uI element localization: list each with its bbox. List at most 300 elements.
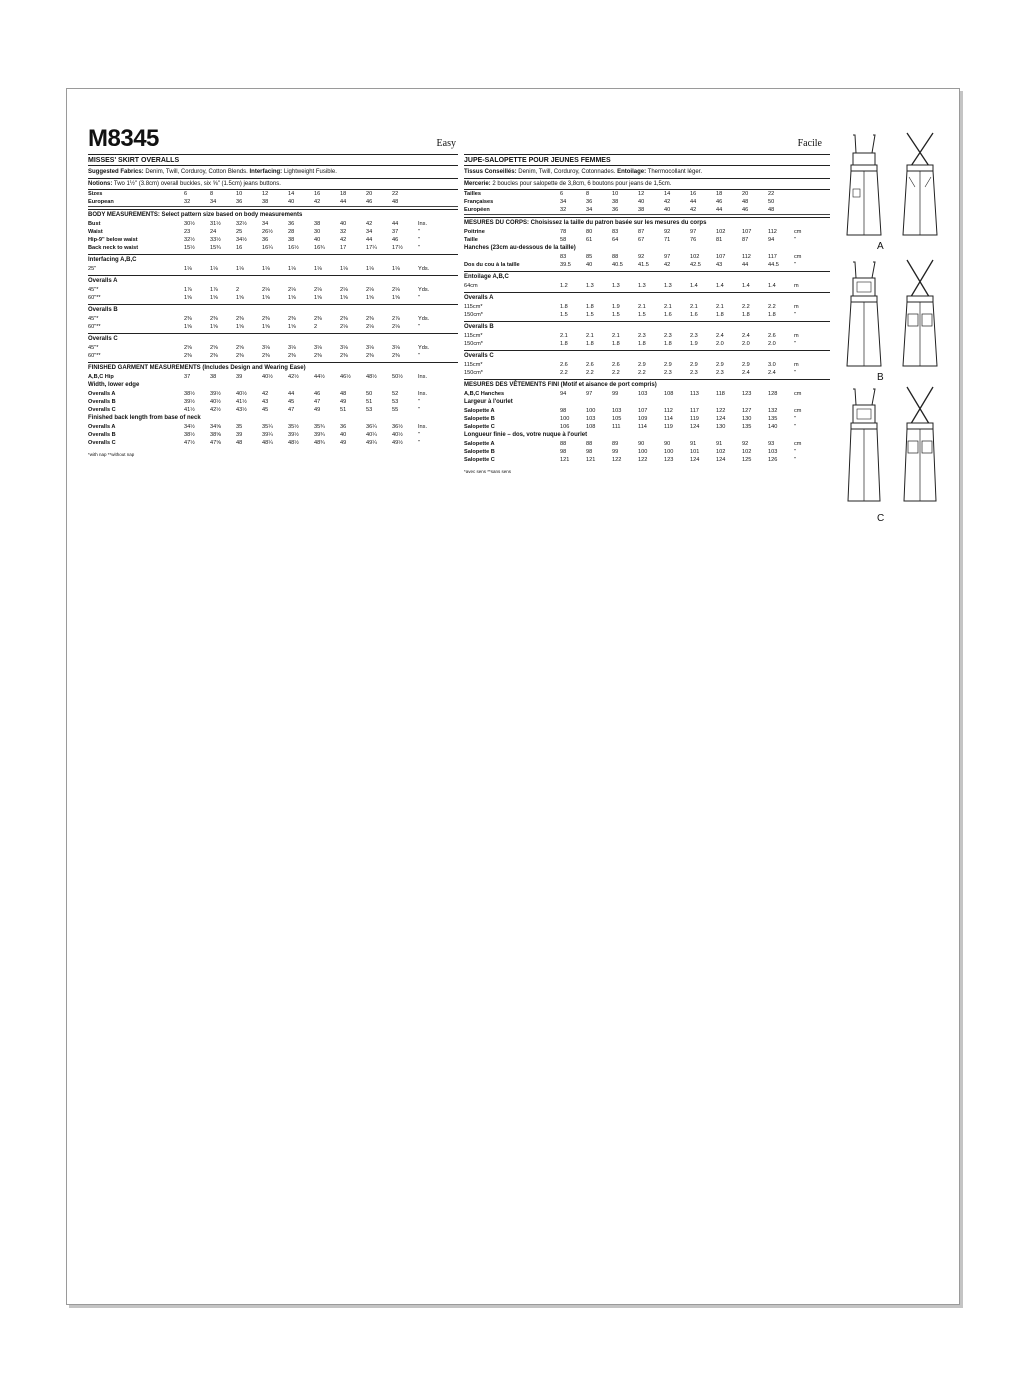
table-cell: 2.3 xyxy=(690,370,698,376)
unit-label: m xyxy=(794,362,799,368)
table-cell: 107 xyxy=(638,408,648,414)
table-cell: 97 xyxy=(664,254,671,260)
table-cell: 1⅛ xyxy=(366,266,374,272)
table-cell: 88 xyxy=(586,441,593,447)
footnote: *with nap **without nap xyxy=(88,452,135,457)
view-c-back-illustration xyxy=(895,385,945,505)
table-cell: 40 xyxy=(638,199,645,205)
table-cell: 36 xyxy=(586,199,593,205)
fabrics-label: Tissus Conseillés: xyxy=(464,169,517,175)
garment-title: JUPE-SALOPETTE POUR JEUNES FEMMES xyxy=(464,154,830,166)
table-row xyxy=(88,286,458,294)
view-a-front-illustration xyxy=(839,129,889,239)
table-cell: 1.3 xyxy=(664,283,672,289)
table-row xyxy=(88,398,458,406)
table-cell: 39¼ xyxy=(262,432,273,438)
table-cell: 38 xyxy=(288,237,295,243)
table-cell: 16½ xyxy=(288,245,299,251)
table-cell: 23 xyxy=(184,229,191,235)
finished-measurements xyxy=(88,362,458,447)
table-cell: 1⅛ xyxy=(236,266,244,272)
view-a xyxy=(833,129,957,260)
size-cell: 38 xyxy=(262,199,269,205)
table-cell: 8 xyxy=(586,191,590,197)
table-cell: 42 xyxy=(664,262,671,268)
view-b xyxy=(833,260,957,391)
table-row xyxy=(88,323,458,331)
table-cell: 2⅜ xyxy=(262,316,270,322)
table-cell: 32 xyxy=(340,229,347,235)
table-cell: 1.8 xyxy=(664,341,672,347)
row-label: Salopette A xyxy=(464,441,495,447)
unit-label: cm xyxy=(794,229,802,235)
fabrics-text: Denim, Twill, Corduroy, Cotton Blends. xyxy=(143,169,250,175)
table-cell: 44.5 xyxy=(768,262,779,268)
size-cell: 6 xyxy=(184,191,188,197)
table-cell: 2⅞ xyxy=(392,316,400,322)
table-cell: 2⅜ xyxy=(236,316,244,322)
unit-label: " xyxy=(794,457,796,463)
table-cell: 42 xyxy=(340,237,347,243)
table-cell: 1⅛ xyxy=(262,266,270,272)
table-cell: 35½ xyxy=(288,424,299,430)
table-cell: 122 xyxy=(612,457,622,463)
table-cell: 102 xyxy=(690,254,700,260)
table-row xyxy=(464,311,830,319)
table-cell: 37 xyxy=(392,229,399,235)
unit-label: " xyxy=(418,237,420,243)
table-cell: 49½ xyxy=(392,440,403,446)
table-cell: 25 xyxy=(236,229,243,235)
table-cell: 42.5 xyxy=(690,262,701,268)
table-cell: 40 xyxy=(340,432,347,438)
table-cell: 1⅝ xyxy=(236,295,244,301)
table-cell: 41.5 xyxy=(638,262,649,268)
unit-label: Yds. xyxy=(418,266,430,272)
table-row xyxy=(464,369,830,377)
row-label: A,B,C Hip xyxy=(88,374,114,380)
width-table xyxy=(88,390,458,414)
table-cell: 48½ xyxy=(366,374,377,380)
size-cell: 20 xyxy=(366,191,373,197)
table-cell: 1⅝ xyxy=(184,295,192,301)
table-cell: 2.3 xyxy=(690,333,698,339)
table-cell: 1⅝ xyxy=(392,295,400,301)
table-row xyxy=(88,294,458,302)
pattern-number: M8345 xyxy=(88,125,159,152)
table-cell: 3⅛ xyxy=(288,345,296,351)
table-cell: 2.6 xyxy=(768,333,776,339)
unit-label: " xyxy=(794,449,796,455)
table-cell: 100 xyxy=(664,449,674,455)
row-label: Tailles xyxy=(464,191,481,197)
table-cell: 43½ xyxy=(236,407,247,413)
unit-label: Ins. xyxy=(418,374,428,380)
table-cell: 1.4 xyxy=(716,283,724,289)
table-cell: 38 xyxy=(314,221,321,227)
table-cell: 114 xyxy=(664,416,673,422)
row-label: 45"* xyxy=(88,345,99,351)
table-cell: 46 xyxy=(716,199,723,205)
fabrics-text: Denim, Twill, Corduroy, Cotonnades. xyxy=(516,169,618,175)
table-cell: 1⅛ xyxy=(288,266,296,272)
yardage-section xyxy=(464,350,830,377)
table-cell: 48¼ xyxy=(262,440,273,446)
table-cell: 40½ xyxy=(262,374,273,380)
table-cell: 39¾ xyxy=(314,432,325,438)
table-cell: 2.4 xyxy=(742,333,750,339)
table-cell: 94 xyxy=(560,391,567,397)
table-cell: 2⅛ xyxy=(392,324,400,330)
table-cell: 2⅛ xyxy=(314,287,322,293)
table-cell: 58 xyxy=(560,237,567,243)
table-cell: 1.8 xyxy=(612,341,620,347)
table-cell: 44 xyxy=(716,207,723,213)
table-cell: 2⅝ xyxy=(184,345,192,351)
table-cell: 93 xyxy=(768,441,775,447)
table-cell: 1⅛ xyxy=(314,266,322,272)
sizes-table xyxy=(464,190,830,215)
row-label: Salopette C xyxy=(464,457,495,463)
table-cell: 71 xyxy=(664,237,671,243)
notions-label: Notions: xyxy=(88,181,113,187)
table-cell: 2⅜ xyxy=(236,353,244,359)
pattern-envelope-back xyxy=(66,88,960,1305)
table-cell: 1.6 xyxy=(690,312,698,318)
unit-label: " xyxy=(418,399,420,405)
yardage-tables xyxy=(464,271,830,377)
row-label: Overalls B xyxy=(88,399,116,405)
row-label: Salopette A xyxy=(464,408,495,414)
table-cell: 1⅞ xyxy=(184,287,192,293)
table-cell: 113 xyxy=(690,391,699,397)
table-cell: 38½ xyxy=(184,391,195,397)
table-cell: 103 xyxy=(638,391,648,397)
body-measurements-table xyxy=(88,220,458,252)
yardage-section xyxy=(88,333,458,360)
table-cell: 42½ xyxy=(288,374,299,380)
table-cell: 2⅜ xyxy=(314,353,322,359)
table-cell: 108 xyxy=(664,391,674,397)
table-row xyxy=(464,236,830,244)
french-header xyxy=(464,123,830,153)
table-cell: 121 xyxy=(560,457,570,463)
unit-label: cm xyxy=(794,441,802,447)
table-cell: 2.4 xyxy=(742,370,750,376)
yardage-heading: Overalls A xyxy=(464,295,494,301)
table-cell: 107 xyxy=(716,254,726,260)
view-b-back-illustration xyxy=(895,258,945,368)
table-row xyxy=(464,340,830,348)
table-cell: 1.8 xyxy=(768,312,776,318)
table-cell: 2.6 xyxy=(560,362,568,368)
row-label xyxy=(464,253,560,261)
table-cell: 87 xyxy=(742,237,749,243)
unit-label: " xyxy=(794,370,796,376)
table-cell: 102 xyxy=(716,449,726,455)
table-cell: 61 xyxy=(586,237,593,243)
table-cell: 44 xyxy=(690,199,697,205)
table-cell: 112 xyxy=(664,408,673,414)
table-cell: 83 xyxy=(560,254,567,260)
size-cell: 8 xyxy=(210,191,214,197)
table-cell: 55 xyxy=(392,407,399,413)
table-cell: 34 xyxy=(366,229,373,235)
row-label: Overalls C xyxy=(88,440,116,446)
table-row xyxy=(464,423,830,431)
table-cell: 41½ xyxy=(184,407,195,413)
yardage-heading: Overalls B xyxy=(88,307,118,313)
table-cell: 2.3 xyxy=(638,333,646,339)
table-cell: 42 xyxy=(366,221,373,227)
european-label: European xyxy=(88,199,114,205)
row-label: 60"** xyxy=(88,353,101,359)
table-cell: 52 xyxy=(392,391,399,397)
fabrics-label: Suggested Fabrics: xyxy=(88,169,144,175)
table-cell: 2⅜ xyxy=(210,316,218,322)
table-cell: 17¼ xyxy=(366,245,377,251)
view-illustrations xyxy=(833,129,957,522)
table-cell: 89 xyxy=(612,441,619,447)
size-cell: 12 xyxy=(262,191,269,197)
subsection-heading: Width, lower edge xyxy=(88,382,140,388)
section-heading: MESURES DES VÊTEMENTS FINI (Motif et aisance de port compris) xyxy=(464,382,657,388)
table-row xyxy=(88,265,458,273)
table-cell: 16 xyxy=(690,191,697,197)
table-cell: 124 xyxy=(716,457,726,463)
table-row xyxy=(88,228,458,236)
table-cell: 45 xyxy=(262,407,269,413)
table-cell: 49 xyxy=(340,440,347,446)
unit-label: " xyxy=(794,237,796,243)
fabric-line xyxy=(464,166,830,179)
table-cell: 1.8 xyxy=(560,304,568,310)
length-table xyxy=(464,440,830,464)
interfacing-label: Interfacing: xyxy=(249,169,283,175)
table-row xyxy=(464,390,830,398)
table-cell: 3⅛ xyxy=(366,345,374,351)
hip-table xyxy=(464,390,830,398)
table-cell: 81 xyxy=(716,237,723,243)
table-cell: 1.5 xyxy=(612,312,620,318)
table-cell: 48 xyxy=(340,391,347,397)
table-cell: 43 xyxy=(716,262,723,268)
table-cell: 30 xyxy=(314,229,321,235)
table-cell: 39½ xyxy=(210,391,221,397)
size-cell: 32 xyxy=(184,199,191,205)
table-cell: 112 xyxy=(742,254,751,260)
table-cell: 2⅛ xyxy=(366,287,374,293)
table-cell: 47 xyxy=(314,399,321,405)
table-cell: 40½ xyxy=(392,432,403,438)
unit-label: " xyxy=(418,440,420,446)
table-cell: 2.2 xyxy=(742,304,750,310)
row-label: Salopette C xyxy=(464,424,495,430)
table-row xyxy=(88,344,458,352)
sizes-row xyxy=(88,190,458,198)
table-cell: 44½ xyxy=(314,374,325,380)
table-cell: 119 xyxy=(690,416,699,422)
row-label: 115cm* xyxy=(464,333,483,339)
table-cell: 50 xyxy=(366,391,373,397)
table-cell: 2⅜ xyxy=(184,316,192,322)
table-cell: 16 xyxy=(236,245,243,251)
table-cell: 38½ xyxy=(184,432,195,438)
table-cell: 1⅛ xyxy=(392,266,400,272)
unit-label: Yds. xyxy=(418,316,430,322)
table-cell: 114 xyxy=(638,424,647,430)
yardage-section xyxy=(88,304,458,331)
table-cell: 1⅝ xyxy=(210,324,218,330)
table-cell: 2.9 xyxy=(690,362,698,368)
table-cell: 1⅛ xyxy=(340,266,348,272)
unit-label: Ins. xyxy=(418,391,428,397)
garment-title: MISSES' SKIRT OVERALLS xyxy=(88,154,458,166)
table-cell: 40.5 xyxy=(612,262,623,268)
table-cell: 49¼ xyxy=(366,440,377,446)
table-cell: 42 xyxy=(690,207,697,213)
view-a-back-illustration xyxy=(895,129,945,239)
unit-label: " xyxy=(418,295,420,301)
table-cell: 83 xyxy=(612,229,619,235)
table-cell: 1.2 xyxy=(560,283,568,289)
hip-table xyxy=(88,373,458,381)
table-cell: 1⅝ xyxy=(288,324,296,330)
table-cell: 2.2 xyxy=(560,370,568,376)
table-row xyxy=(88,244,458,252)
table-row xyxy=(464,456,830,464)
body-measurements xyxy=(88,209,458,252)
table-cell: 1⅛ xyxy=(210,266,218,272)
table-cell: 46 xyxy=(314,391,321,397)
table-cell: 1.5 xyxy=(560,312,568,318)
table-cell: 6 xyxy=(560,191,564,197)
table-cell: 3⅛ xyxy=(262,345,270,351)
size-cell: 46 xyxy=(366,199,373,205)
table-cell: 1.3 xyxy=(612,283,620,289)
table-row xyxy=(464,206,830,215)
table-cell: 2.2 xyxy=(612,370,620,376)
unit-label: cm xyxy=(794,408,802,414)
table-cell: 2⅜ xyxy=(262,353,270,359)
table-cell: 87 xyxy=(638,229,645,235)
unit-label: " xyxy=(418,229,420,235)
table-cell: 2⅜ xyxy=(288,353,296,359)
row-label: Hip-9" below waist xyxy=(88,237,138,243)
table-cell: 103 xyxy=(586,416,596,422)
view-letter: B xyxy=(877,372,884,383)
table-cell: 2.1 xyxy=(612,333,620,339)
notions-text: Two 1½" (3.8cm) overall buckles, six ⅝" (1.5cm) jeans buttons. xyxy=(112,181,281,187)
table-cell: 2.4 xyxy=(716,333,724,339)
table-cell: 53 xyxy=(392,399,399,405)
width-table xyxy=(464,407,830,431)
table-row xyxy=(88,352,458,360)
row-label: Françaises xyxy=(464,199,494,205)
table-cell: 43 xyxy=(262,399,269,405)
table-cell: 1.3 xyxy=(586,283,594,289)
table-cell: 135 xyxy=(742,424,752,430)
table-cell: 1.8 xyxy=(586,304,594,310)
table-cell: 90 xyxy=(664,441,671,447)
table-cell: 2.1 xyxy=(638,304,646,310)
table-cell: 34½ xyxy=(184,424,195,430)
table-cell: 22 xyxy=(768,191,775,197)
table-cell: 2⅜ xyxy=(210,353,218,359)
view-c xyxy=(833,391,957,522)
table-cell: 40 xyxy=(664,207,671,213)
table-cell: 2.1 xyxy=(664,304,672,310)
table-cell: 100 xyxy=(586,408,596,414)
footnote: *avec sens **sans sens xyxy=(464,469,512,474)
table-cell: 80 xyxy=(586,229,593,235)
table-row xyxy=(464,253,830,261)
table-cell: 32 xyxy=(560,207,567,213)
table-cell: 42 xyxy=(664,199,671,205)
table-cell: 2.9 xyxy=(664,362,672,368)
table-cell: 31½ xyxy=(210,221,221,227)
yardage-heading: Interfacing A,B,C xyxy=(88,257,137,263)
table-cell: 36 xyxy=(288,221,295,227)
row-label: 25" xyxy=(88,266,97,272)
table-cell: 1⅞ xyxy=(210,287,218,293)
unit-label: " xyxy=(794,312,796,318)
unit-label: cm xyxy=(794,391,802,397)
table-cell: 2⅝ xyxy=(210,345,218,351)
table-row xyxy=(464,198,830,206)
table-cell: 39.5 xyxy=(560,262,571,268)
row-label: A,B,C Hanches xyxy=(464,391,505,397)
table-cell: 40½ xyxy=(236,391,247,397)
table-row xyxy=(88,423,458,431)
table-cell: 1.5 xyxy=(586,312,594,318)
difficulty-level: Facile xyxy=(797,138,822,149)
table-cell: 91 xyxy=(690,441,697,447)
table-cell: 124 xyxy=(690,424,700,430)
table-cell: 102 xyxy=(716,229,726,235)
table-cell: 97 xyxy=(586,391,593,397)
table-cell: 2⅜ xyxy=(314,316,322,322)
table-cell: 118 xyxy=(716,391,725,397)
fabric-notes xyxy=(88,166,458,190)
row-label: Salopette B xyxy=(464,416,495,422)
subsection-heading: Longueur finie – dos, votre nuque à l'ourlet xyxy=(464,432,588,438)
row-label: Européen xyxy=(464,207,490,213)
table-cell: 90 xyxy=(638,441,645,447)
unit-label: cm xyxy=(794,254,802,260)
size-cell: 22 xyxy=(392,191,399,197)
table-cell: 2.3 xyxy=(716,370,724,376)
table-cell: 2⅜ xyxy=(366,353,374,359)
table-cell: 2.6 xyxy=(586,362,594,368)
table-cell: 2.0 xyxy=(716,341,724,347)
difficulty-level: Easy xyxy=(436,138,456,149)
yardage-section xyxy=(464,321,830,348)
fabric-notes xyxy=(464,166,830,190)
table-cell: 38 xyxy=(612,199,619,205)
table-cell: 2.2 xyxy=(638,370,646,376)
unit-label: " xyxy=(418,245,420,251)
table-row xyxy=(464,303,830,311)
table-cell: 130 xyxy=(742,416,752,422)
table-cell: 97 xyxy=(690,229,697,235)
row-label: Overalls B xyxy=(88,432,116,438)
table-cell: 26½ xyxy=(262,229,273,235)
size-cell: 10 xyxy=(236,191,243,197)
notions-line xyxy=(464,179,830,189)
table-cell: 2⅛ xyxy=(340,287,348,293)
section-heading: MESURES DU CORPS: Choisissez la taille du patron basée sur les mesures du corps xyxy=(464,220,707,226)
